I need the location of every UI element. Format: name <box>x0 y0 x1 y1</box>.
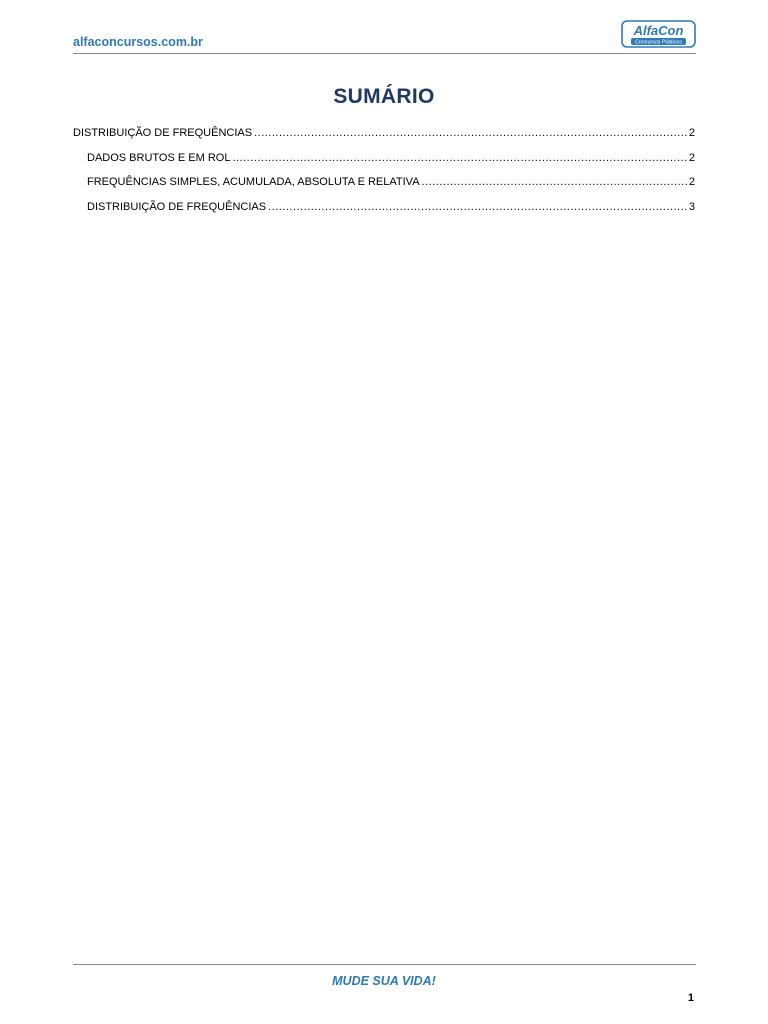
toc-entry-label: FREQUÊNCIAS SIMPLES, ACUMULADA, ABSOLUTA E RELATIVA <box>87 176 420 188</box>
toc-dot-leader <box>422 176 687 188</box>
toc-entry-label: DISTRIBUIÇÃO DE FREQUÊNCIAS <box>87 200 267 213</box>
page-title: SUMÁRIO <box>333 85 435 108</box>
toc-entry[interactable] <box>73 201 695 226</box>
toc-entry[interactable] <box>73 127 695 152</box>
logo-text: AlfaCon <box>633 23 684 38</box>
toc-entry[interactable] <box>73 152 695 177</box>
toc-dot-leader <box>268 201 687 213</box>
logo-subtext: Concursos Públicos <box>635 39 682 46</box>
footer-slogan: MUDE SUA VIDA! <box>332 974 436 988</box>
toc-entry[interactable] <box>73 176 695 201</box>
table-of-contents <box>73 127 695 225</box>
toc-entry-page: 2 <box>688 127 695 139</box>
toc-entry-page: 2 <box>688 151 695 164</box>
toc-entry-label: DADOS BRUTOS E EM ROL <box>87 151 231 164</box>
toc-dot-leader <box>254 127 687 139</box>
footer-divider <box>73 964 696 965</box>
alfacon-logo <box>621 20 696 48</box>
toc-entry-page: 3 <box>688 200 695 213</box>
toc-entry-label: DISTRIBUIÇÃO DE FREQUÊNCIAS <box>73 127 253 139</box>
page-header <box>73 20 696 54</box>
toc-entry-page: 2 <box>688 176 695 188</box>
site-url-link[interactable]: alfaconcursos.com.br <box>73 35 203 49</box>
page-number: 1 <box>687 992 694 1004</box>
toc-dot-leader <box>232 152 686 164</box>
